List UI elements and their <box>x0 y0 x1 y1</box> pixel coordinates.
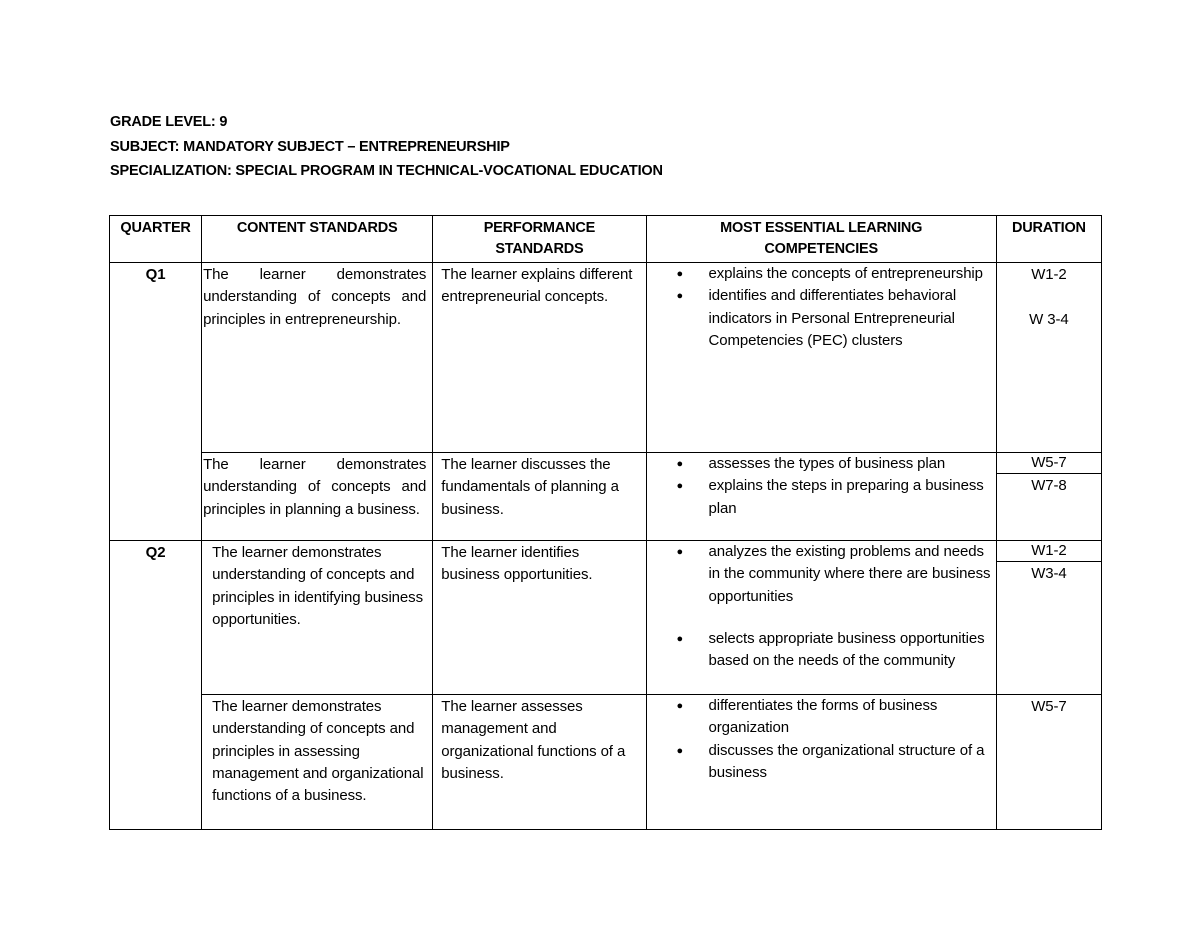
duration-value: W5-7 <box>997 453 1101 474</box>
duration-value: W1-2 <box>1031 266 1067 283</box>
table-row <box>110 695 1102 830</box>
competency-list <box>647 695 996 784</box>
content-standard-cell: The learner demonstrates understanding of concepts and principles in assessing management and organizational functions of a business. <box>202 695 433 830</box>
competency-item: ● discusses the organizational structure of a business <box>709 740 996 785</box>
competency-item: ● analyzes the existing problems and needs in the community where there are business opportunities <box>709 541 996 608</box>
competency-item: ● selects appropriate business opportunities based on the needs of the community <box>709 628 996 673</box>
performance-standard-cell: The learner identifies business opportunities. <box>433 541 646 695</box>
competency-list <box>647 541 996 672</box>
grade-level: GRADE LEVEL: 9 <box>110 114 228 130</box>
content-standard-cell: The learner demonstrates understanding of concepts and principles in identifying business opportunities. <box>202 541 433 695</box>
column-header-performance-standards: PERFORMANCE STANDARDS <box>433 216 646 263</box>
competencies-cell <box>646 453 996 541</box>
competency-item: ● assesses the types of business plan <box>709 453 996 475</box>
table-row <box>110 263 1102 453</box>
duration-value: W7-8 <box>1031 477 1067 494</box>
performance-standard-cell: The learner explains different entrepreneurial concepts. <box>433 263 646 453</box>
content-standard-cell: The learner demonstrates understanding of concepts and principles in planning a business. <box>202 453 433 541</box>
column-header-duration: DURATION <box>996 216 1101 263</box>
duration-value: W1-2 <box>997 541 1101 562</box>
performance-standard-cell: The learner discusses the fundamentals of planning a business. <box>433 453 646 541</box>
column-header-content-standards: CONTENT STANDARDS <box>202 216 433 263</box>
duration-value: W 3-4 <box>1029 311 1069 329</box>
duration-cell <box>996 453 1101 541</box>
quarter-cell: Q2 <box>110 541 202 830</box>
competency-item: ● explains the concepts of entrepreneurship <box>709 263 996 285</box>
competency-item: ● differentiates the forms of business organization <box>709 695 996 740</box>
competencies-cell <box>646 263 996 453</box>
column-header-quarter: QUARTER <box>110 216 202 263</box>
competency-item: ● identifies and differentiates behavioral indicators in Personal Entrepreneurial Competencies (PEC) clusters <box>709 285 996 352</box>
subject: SUBJECT: MANDATORY SUBJECT – ENTREPRENEURSHIP <box>110 138 510 155</box>
column-header-learning-competencies: MOST ESSENTIAL LEARNING COMPETENCIES <box>646 216 996 263</box>
duration-cell <box>996 263 1101 453</box>
duration-cell <box>996 695 1101 830</box>
table-row <box>110 541 1102 695</box>
duration-value: W3-4 <box>1031 565 1067 582</box>
competencies-cell <box>646 695 996 830</box>
table-row <box>110 453 1102 541</box>
competency-list <box>647 453 996 520</box>
curriculum-table <box>109 215 1102 830</box>
competency-item: ● explains the steps in preparing a business plan <box>709 475 996 520</box>
content-standard-cell: The learner demonstrates understanding of concepts and principles in entrepreneurship. <box>202 263 433 453</box>
specialization: SPECIALIZATION: SPECIAL PROGRAM IN TECHNICAL-VOCATIONAL EDUCATION <box>110 163 663 179</box>
document-header <box>110 110 663 184</box>
performance-standard-cell: The learner assesses management and organizational functions of a business. <box>433 695 646 830</box>
table-header-row <box>110 216 1102 263</box>
duration-cell <box>996 541 1101 695</box>
quarter-cell: Q1 <box>110 263 202 541</box>
competencies-cell <box>646 541 996 695</box>
competency-list <box>647 263 996 352</box>
duration-value: W5-7 <box>1031 698 1067 715</box>
